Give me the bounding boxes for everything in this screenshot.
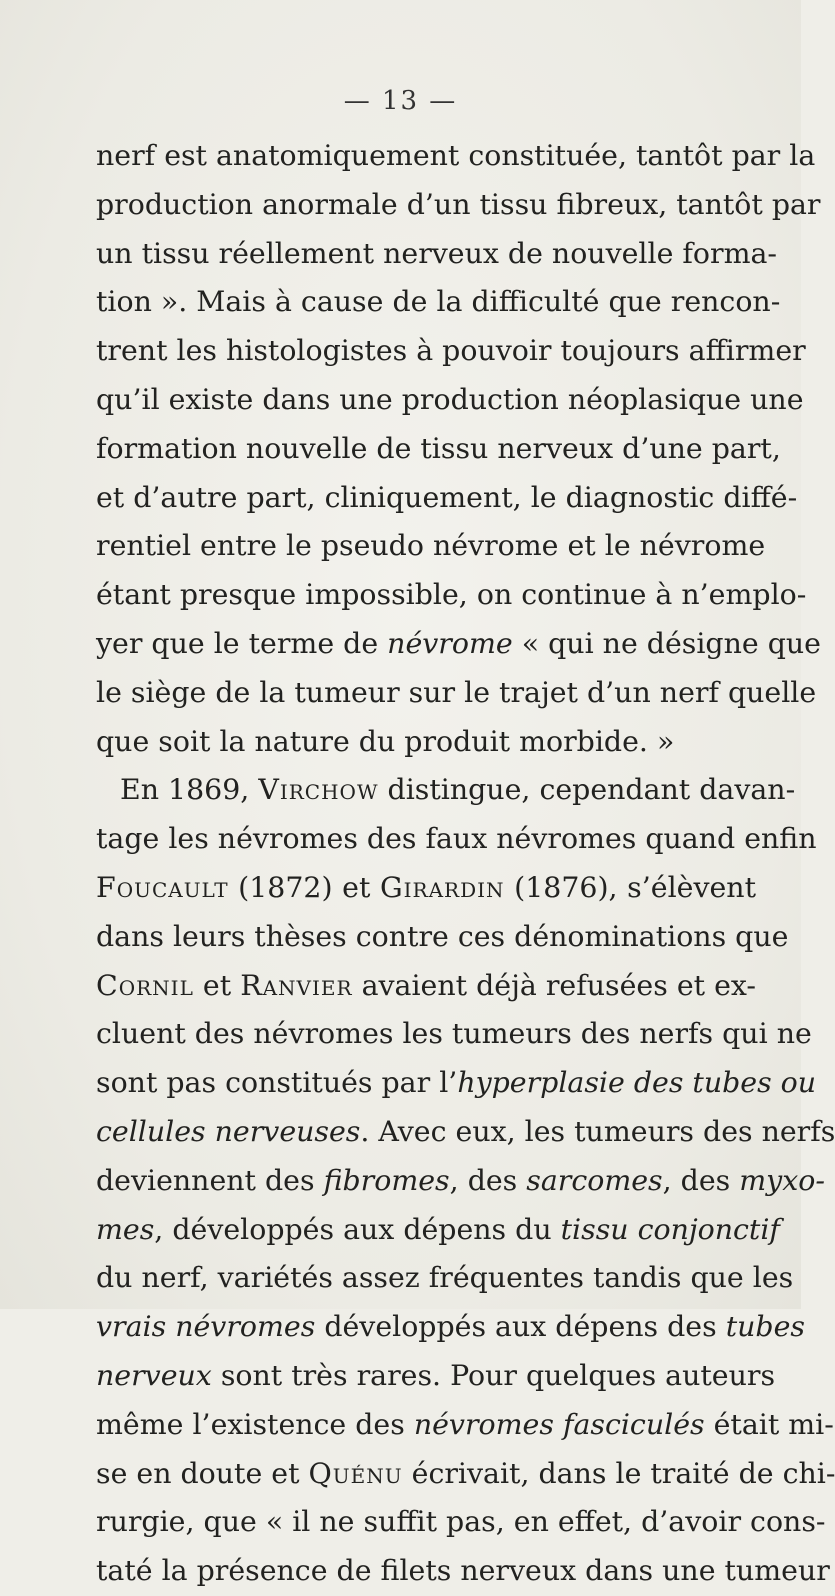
text-line [96, 718, 756, 767]
text-segment: (1872) et [228, 870, 380, 904]
italic-text: tissu conjonctif [560, 1212, 780, 1246]
text-segment: rurgie, que « il ne suffit pas, en effet, d’avoir cons- [96, 1505, 826, 1539]
text-line [96, 1498, 826, 1547]
text-line [96, 522, 766, 571]
text-line [96, 571, 807, 620]
text-segment: un tissu réellement nerveux de nouvelle forma- [96, 236, 778, 270]
text-line [96, 1352, 776, 1401]
text-segment: production anormale d’un tissu fibreux, tantôt par [96, 187, 821, 221]
text-segment: du nerf, variétés assez fréquentes tandis que les [96, 1261, 794, 1295]
text-line [96, 1401, 834, 1450]
text-line [96, 327, 806, 376]
italic-text: tubes [725, 1310, 805, 1344]
italic-text: névromes fasciculés [413, 1407, 705, 1441]
text-line [96, 1059, 817, 1108]
text-line [96, 1108, 835, 1157]
italic-text: vrais névromes [96, 1310, 316, 1344]
italic-text: cellules nerveuses [96, 1114, 361, 1148]
text-line [96, 425, 781, 474]
author-name: Quénu [308, 1456, 403, 1490]
author-name: Foucault [96, 870, 229, 904]
text-segment: deviennent des [96, 1163, 324, 1197]
text-line [96, 766, 796, 815]
text-line [96, 181, 821, 230]
text-segment: avaient déjà refusées et ex- [352, 968, 756, 1002]
text-line [96, 1303, 805, 1352]
text-line [96, 1206, 780, 1255]
text-segment: le siège de la tumeur sur le trajet d’un nerf quelle [96, 675, 817, 709]
text-segment: développés aux dépens des [315, 1310, 726, 1344]
author-name: Ranvier [240, 968, 353, 1002]
text-segment: écrivait, dans le traité de chi- [402, 1456, 835, 1490]
text-line [96, 278, 781, 327]
text-segment: yer que le terme de [96, 626, 388, 660]
text-line [96, 864, 756, 913]
text-line [96, 376, 804, 425]
author-name: Virchow [258, 773, 379, 807]
text-segment: était mi- [704, 1407, 834, 1441]
text-line [96, 815, 817, 864]
text-segment: se en doute et [96, 1456, 309, 1490]
text-segment: formation nouvelle de tissu nerveux d’une part, [96, 431, 781, 465]
text-segment: et [193, 968, 241, 1002]
italic-text: sarcomes [526, 1163, 663, 1197]
text-line [96, 1547, 830, 1596]
text-line [96, 1157, 825, 1206]
text-line [96, 230, 778, 279]
text-segment: même l’existence des [96, 1407, 414, 1441]
author-name: Cornil [96, 968, 194, 1002]
text-segment: (1876), s’élèvent [504, 870, 756, 904]
text-segment: qu’il existe dans une production néoplasique une [96, 382, 804, 416]
text-line [96, 1254, 794, 1303]
text-segment: dans leurs thèses contre ces dénominations que [96, 919, 789, 953]
author-name: Girardin [379, 870, 505, 904]
italic-text: mes [96, 1212, 155, 1246]
text-segment: cluent des névromes les tumeurs des nerfs qui ne [96, 1017, 812, 1051]
text-segment: tion ». Mais à cause de la difficulté que rencon- [96, 285, 781, 319]
text-segment: . Avec eux, les tumeurs des nerfs [360, 1114, 835, 1148]
italic-text: myxo- [739, 1163, 825, 1197]
text-segment: , développés aux dépens du [154, 1212, 561, 1246]
text-segment: sont très rares. Pour quelques auteurs [211, 1358, 776, 1392]
italic-text: hyperplasie des tubes ou [457, 1066, 817, 1100]
text-segment: étant presque impossible, on continue à n’emplo- [96, 578, 807, 612]
text-segment: trent les histologistes à pouvoir toujours affirmer [96, 334, 806, 368]
text-segment: , des [662, 1163, 740, 1197]
text-segment: rentiel entre le pseudo névrome et le névrome [96, 529, 766, 563]
text-segment: En 1869, [120, 773, 259, 807]
text-line [96, 620, 821, 669]
text-line [96, 474, 798, 523]
text-segment: taté la présence de filets nerveux dans une tumeur [96, 1554, 830, 1588]
page-number: — 13 — [343, 86, 458, 116]
text-segment: et d’autre part, cliniquement, le diagnostic diffé- [96, 480, 798, 514]
text-segment: tage les névromes des faux névromes quand enfin [96, 822, 817, 856]
text-line [96, 913, 789, 962]
italic-text: nerveux [96, 1358, 212, 1392]
text-segment: « qui ne désigne que [512, 626, 821, 660]
text-line [96, 132, 816, 181]
text-line [96, 1010, 812, 1059]
text-segment: nerf est anatomiquement constituée, tantôt par la [96, 139, 816, 172]
text-segment: sont pas constitués par l’ [96, 1066, 458, 1100]
text-line [96, 1450, 835, 1499]
italic-text: névrome [387, 626, 513, 660]
italic-text: fibromes [323, 1163, 450, 1197]
body-text [96, 132, 835, 1596]
text-segment: , des [449, 1163, 527, 1197]
text-line [96, 669, 817, 718]
text-segment: distingue, cependant davan- [378, 773, 796, 807]
text-line [96, 962, 756, 1011]
text-segment: que soit la nature du produit morbide. » [96, 724, 675, 758]
